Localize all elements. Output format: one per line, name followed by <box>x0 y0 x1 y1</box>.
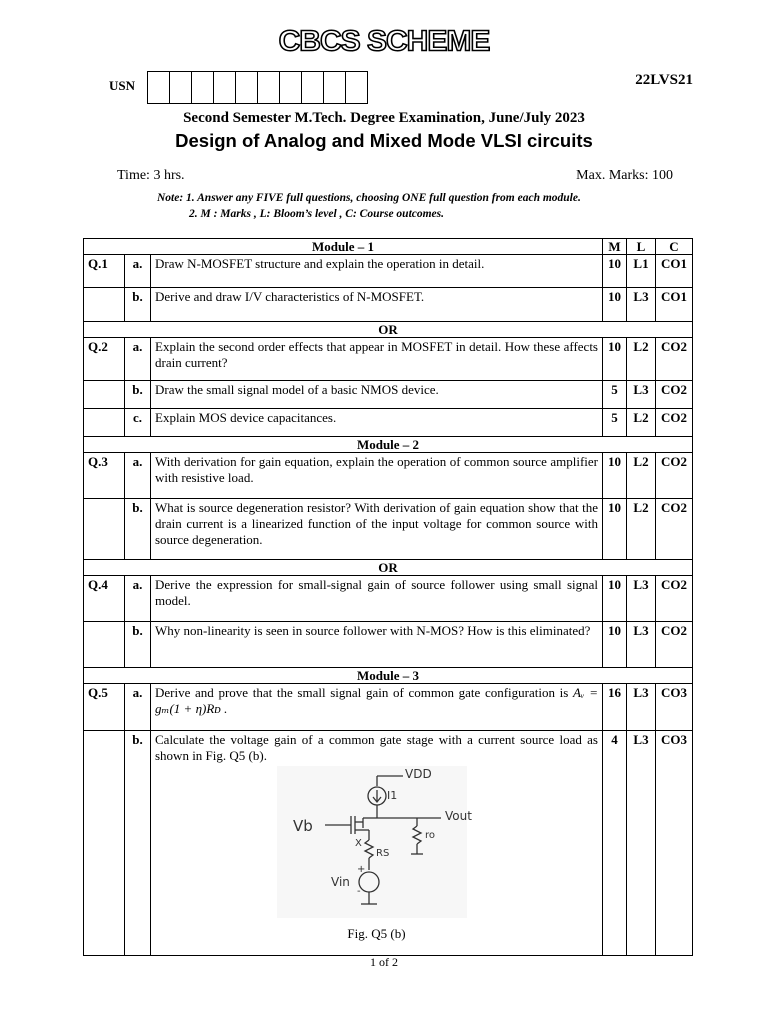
question-row <box>84 255 693 288</box>
note-line-2: 2. M : Marks , L: Bloom’s level , C: Course outcomes. <box>189 208 445 220</box>
module-1-header <box>84 239 693 255</box>
rs-label: RS <box>376 848 390 859</box>
course-outcome: CO3 <box>656 731 693 956</box>
note-line-1: Note: 1. Answer any FIVE full questions, choosing ONE full question from each module. <box>157 192 581 204</box>
question-row <box>84 576 693 622</box>
course-title: Design of Analog and Mixed Mode VLSI circuits <box>175 130 593 151</box>
vin-plus-label: + <box>357 864 366 875</box>
part-label: b. <box>125 622 151 668</box>
course-outcome: CO2 <box>656 622 693 668</box>
course-code: 22LVS21 <box>635 72 693 88</box>
question-text: With derivation for gain equation, explain the operation of common source amplifier with resistive load. <box>151 453 603 499</box>
question-text: Draw the small signal model of a basic NMOS device. <box>151 381 603 409</box>
level-col-header: L <box>627 239 656 255</box>
vdd-label: VDD <box>405 767 432 781</box>
question-row <box>84 622 693 668</box>
usn-label: USN <box>109 78 136 93</box>
node-x-label: X <box>355 838 362 849</box>
question-text: Explain MOS device capacitances. <box>151 409 603 437</box>
question-row <box>84 409 693 437</box>
blooms-level: L3 <box>627 576 656 622</box>
question-number: Q.5 <box>84 684 125 731</box>
i1-label: I1 <box>387 789 398 802</box>
marks: 10 <box>603 499 627 560</box>
question-row <box>84 499 693 560</box>
question-number: Q.1 <box>84 255 125 288</box>
usn-boxes <box>147 71 368 104</box>
part-label: a. <box>125 255 151 288</box>
course-outcome: CO3 <box>656 684 693 731</box>
course-outcome: CO2 <box>656 499 693 560</box>
question-table <box>83 238 693 956</box>
question-number: Q.4 <box>84 576 125 622</box>
question-row <box>84 453 693 499</box>
part-label: a. <box>125 576 151 622</box>
blooms-level: L3 <box>627 622 656 668</box>
page-number: 1 of 2 <box>370 955 398 969</box>
course-outcome: CO1 <box>656 255 693 288</box>
marks: 10 <box>603 338 627 381</box>
question-text-body: Derive and prove that the small signal gain of common gate configuration is <box>155 685 569 700</box>
co-col-header: C <box>656 239 693 255</box>
marks: 5 <box>603 409 627 437</box>
blooms-level: L1 <box>627 255 656 288</box>
part-label: b. <box>125 381 151 409</box>
blooms-level: L2 <box>627 499 656 560</box>
question-text-body: Calculate the voltage gain of a common gate stage with a current source load as shown in Fig. Q5 (b). <box>155 732 598 763</box>
question-row <box>84 731 693 956</box>
ro-label: ro <box>425 830 436 841</box>
question-text: Derive the expression for small-signal gain of source follower using small signal model. <box>151 576 603 622</box>
question-text: Draw N-MOSFET structure and explain the operation in detail. <box>151 255 603 288</box>
question-text <box>151 731 603 956</box>
question-row <box>84 288 693 322</box>
marks: 5 <box>603 381 627 409</box>
course-outcome: CO1 <box>656 288 693 322</box>
module-3-header: Module – 3 <box>84 668 693 684</box>
or-divider: OR <box>84 560 693 576</box>
question-row <box>84 338 693 381</box>
blooms-level: L3 <box>627 731 656 956</box>
marks: 10 <box>603 288 627 322</box>
or-divider: OR <box>84 322 693 338</box>
blooms-level: L3 <box>627 684 656 731</box>
blooms-level: L3 <box>627 381 656 409</box>
part-label: a. <box>125 684 151 731</box>
figure-caption: Fig. Q5 (b) <box>347 926 406 941</box>
marks: 10 <box>603 622 627 668</box>
part-label: b. <box>125 731 151 956</box>
part-label: b. <box>125 288 151 322</box>
vout-label: Vout <box>445 809 472 823</box>
question-number: Q.2 <box>84 338 125 381</box>
part-label: a. <box>125 338 151 381</box>
course-outcome: CO2 <box>656 576 693 622</box>
marks: 10 <box>603 255 627 288</box>
module-title: Module – 1 <box>84 239 603 255</box>
question-number: Q.3 <box>84 453 125 499</box>
question-text: Explain the second order effects that appear in MOSFET in detail. How these affects drain current? <box>151 338 603 381</box>
time-allowed: Time: 3 hrs. <box>117 168 185 183</box>
module-2-header: Module – 2 <box>84 437 693 453</box>
course-outcome: CO2 <box>656 453 693 499</box>
gain-formula: Aᵥ = gₘ(1 + η)Rᴅ . <box>155 685 598 716</box>
blooms-level: L2 <box>627 409 656 437</box>
course-outcome: CO2 <box>656 381 693 409</box>
marks: 10 <box>603 576 627 622</box>
question-text: Derive and draw I/V characteristics of N-MOSFET. <box>151 288 603 322</box>
vin-label: Vin <box>331 875 350 889</box>
question-row <box>84 381 693 409</box>
max-marks: Max. Marks: 100 <box>576 168 673 183</box>
blooms-level: L2 <box>627 338 656 381</box>
marks-col-header: M <box>603 239 627 255</box>
circuit-figure <box>155 766 598 954</box>
vb-label: Vb <box>293 817 313 835</box>
marks: 10 <box>603 453 627 499</box>
cbcs-scheme-logo: CBCS SCHEME <box>278 25 490 58</box>
part-label: b. <box>125 499 151 560</box>
blooms-level: L3 <box>627 288 656 322</box>
part-label: c. <box>125 409 151 437</box>
marks: 16 <box>603 684 627 731</box>
question-text <box>151 684 603 731</box>
question-row <box>84 684 693 731</box>
common-gate-circuit-diagram <box>155 766 591 926</box>
part-label: a. <box>125 453 151 499</box>
marks: 4 <box>603 731 627 956</box>
question-text: Why non-linearity is seen in source follower with N-MOS? How is this eliminated? <box>151 622 603 668</box>
course-outcome: CO2 <box>656 409 693 437</box>
question-text: What is source degeneration resistor? With derivation of gain equation show that the drain current is a linearized function of the input voltage for common source with source degeneration. <box>151 499 603 560</box>
vin-minus-label: - <box>357 886 361 897</box>
exam-title: Second Semester M.Tech. Degree Examination, June/July 2023 <box>183 110 585 126</box>
course-outcome: CO2 <box>656 338 693 381</box>
blooms-level: L2 <box>627 453 656 499</box>
